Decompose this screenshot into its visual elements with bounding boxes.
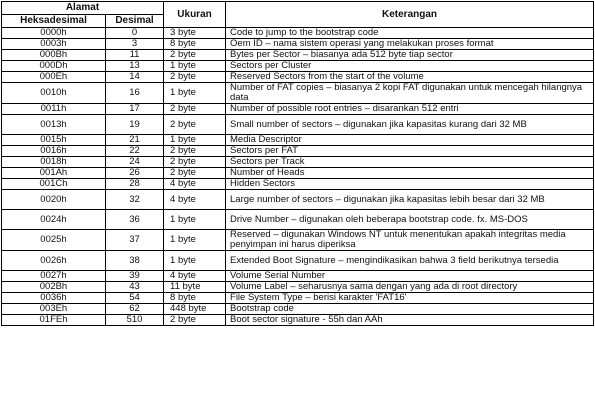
cell-hex-address: 0025h	[2, 230, 106, 251]
cell-description: Oem ID – nama sistem operasi yang melakukan proses format	[226, 39, 594, 50]
cell-decimal-address: 37	[106, 230, 164, 251]
cell-hex-address: 002Bh	[2, 282, 106, 293]
cell-decimal-address: 26	[106, 168, 164, 179]
cell-description: Number of Heads	[226, 168, 594, 179]
table-row	[2, 293, 594, 304]
cell-hex-address: 0036h	[2, 293, 106, 304]
cell-decimal-address: 43	[106, 282, 164, 293]
cell-decimal-address: 13	[106, 61, 164, 72]
cell-description: Hidden Sectors	[226, 179, 594, 190]
cell-description: File System Type – berisi karakter 'FAT16'	[226, 293, 594, 304]
table-row	[2, 135, 594, 146]
cell-size: 2 byte	[164, 157, 226, 168]
cell-description: Reserved – digunakan Windows NT untuk menentukan apakah integritas media penyimpan ini harus diperiksa	[226, 230, 594, 251]
cell-decimal-address: 17	[106, 104, 164, 115]
table-row	[2, 104, 594, 115]
cell-hex-address: 0024h	[2, 210, 106, 230]
table-row	[2, 230, 594, 251]
header-keterangan: Keterangan	[226, 2, 594, 28]
cell-description: Media Descriptor	[226, 135, 594, 146]
cell-hex-address: 0016h	[2, 146, 106, 157]
cell-description: Bootstrap code	[226, 304, 594, 315]
table-body	[2, 28, 594, 326]
table-row	[2, 168, 594, 179]
cell-hex-address: 0020h	[2, 190, 106, 210]
cell-size: 2 byte	[164, 115, 226, 135]
cell-description: Sectors per Track	[226, 157, 594, 168]
cell-decimal-address: 0	[106, 28, 164, 39]
cell-description: Sectors per FAT	[226, 146, 594, 157]
cell-size: 3 byte	[164, 28, 226, 39]
cell-hex-address: 001Ch	[2, 179, 106, 190]
cell-decimal-address: 3	[106, 39, 164, 50]
cell-size: 1 byte	[164, 210, 226, 230]
table-header	[2, 2, 594, 28]
header-alamat: Alamat	[2, 2, 164, 15]
cell-size: 11 byte	[164, 282, 226, 293]
cell-decimal-address: 22	[106, 146, 164, 157]
cell-hex-address: 000Eh	[2, 72, 106, 83]
cell-description: Bytes per Sector – biasanya ada 512 byte tiap sector	[226, 50, 594, 61]
table-row	[2, 115, 594, 135]
cell-description: Number of FAT copies – biasanya 2 kopi FAT digunakan untuk mencegah hilangnya data	[226, 83, 594, 104]
table-row	[2, 83, 594, 104]
table-row	[2, 50, 594, 61]
cell-hex-address: 01FEh	[2, 315, 106, 326]
cell-hex-address: 0000h	[2, 28, 106, 39]
cell-decimal-address: 14	[106, 72, 164, 83]
cell-description: Volume Label – seharusnya sama dengan yang ada di root directory	[226, 282, 594, 293]
cell-size: 2 byte	[164, 104, 226, 115]
table-row	[2, 190, 594, 210]
header-ukuran: Ukuran	[164, 2, 226, 28]
cell-description: Reserved Sectors from the start of the volume	[226, 72, 594, 83]
cell-size: 2 byte	[164, 168, 226, 179]
table-row	[2, 146, 594, 157]
cell-hex-address: 0018h	[2, 157, 106, 168]
cell-decimal-address: 39	[106, 271, 164, 282]
cell-decimal-address: 28	[106, 179, 164, 190]
cell-size: 1 byte	[164, 230, 226, 251]
cell-size: 2 byte	[164, 315, 226, 326]
cell-size: 8 byte	[164, 39, 226, 50]
cell-decimal-address: 19	[106, 115, 164, 135]
cell-size: 2 byte	[164, 72, 226, 83]
cell-decimal-address: 54	[106, 293, 164, 304]
cell-description: Boot sector signature - 55h dan AAh	[226, 315, 594, 326]
cell-decimal-address: 32	[106, 190, 164, 210]
cell-hex-address: 001Ah	[2, 168, 106, 179]
table-row	[2, 282, 594, 293]
table-row	[2, 271, 594, 282]
cell-hex-address: 0003h	[2, 39, 106, 50]
cell-decimal-address: 24	[106, 157, 164, 168]
cell-description: Volume Serial Number	[226, 271, 594, 282]
cell-description: Code to jump to the bootstrap code	[226, 28, 594, 39]
cell-hex-address: 0010h	[2, 83, 106, 104]
table-row	[2, 28, 594, 39]
table-row	[2, 210, 594, 230]
cell-description: Extended Boot Signature – mengindikasikan bahwa 3 field berikutnya tersedia	[226, 251, 594, 271]
cell-size: 4 byte	[164, 190, 226, 210]
cell-size: 4 byte	[164, 271, 226, 282]
table-row	[2, 72, 594, 83]
cell-description: Large number of sectors – digunakan jika kapasitas lebih besar dari 32 MB	[226, 190, 594, 210]
header-desimal: Desimal	[106, 15, 164, 28]
cell-hex-address: 003Eh	[2, 304, 106, 315]
cell-size: 1 byte	[164, 83, 226, 104]
table-row	[2, 304, 594, 315]
cell-decimal-address: 11	[106, 50, 164, 61]
cell-size: 8 byte	[164, 293, 226, 304]
table-row	[2, 157, 594, 168]
cell-hex-address: 0026h	[2, 251, 106, 271]
cell-decimal-address: 38	[106, 251, 164, 271]
cell-decimal-address: 510	[106, 315, 164, 326]
table-row	[2, 61, 594, 72]
cell-description: Drive Number – digunakan oleh beberapa bootstrap code. fx. MS-DOS	[226, 210, 594, 230]
table-row	[2, 39, 594, 50]
header-heksadesimal: Heksadesimal	[2, 15, 106, 28]
cell-size: 2 byte	[164, 146, 226, 157]
cell-decimal-address: 62	[106, 304, 164, 315]
cell-description: Sectors per Cluster	[226, 61, 594, 72]
cell-size: 2 byte	[164, 50, 226, 61]
cell-size: 4 byte	[164, 179, 226, 190]
cell-decimal-address: 16	[106, 83, 164, 104]
cell-decimal-address: 36	[106, 210, 164, 230]
table-row	[2, 251, 594, 271]
cell-size: 448 byte	[164, 304, 226, 315]
cell-hex-address: 0011h	[2, 104, 106, 115]
cell-hex-address: 000Bh	[2, 50, 106, 61]
cell-hex-address: 0015h	[2, 135, 106, 146]
cell-hex-address: 000Dh	[2, 61, 106, 72]
cell-decimal-address: 21	[106, 135, 164, 146]
cell-hex-address: 0013h	[2, 115, 106, 135]
cell-size: 1 byte	[164, 135, 226, 146]
cell-size: 1 byte	[164, 61, 226, 72]
cell-description: Number of possible root entries – disarankan 512 entri	[226, 104, 594, 115]
table-row	[2, 179, 594, 190]
table-row	[2, 315, 594, 326]
boot-sector-table	[1, 1, 594, 326]
cell-hex-address: 0027h	[2, 271, 106, 282]
cell-size: 1 byte	[164, 251, 226, 271]
cell-description: Small number of sectors – digunakan jika kapasitas kurang dari 32 MB	[226, 115, 594, 135]
